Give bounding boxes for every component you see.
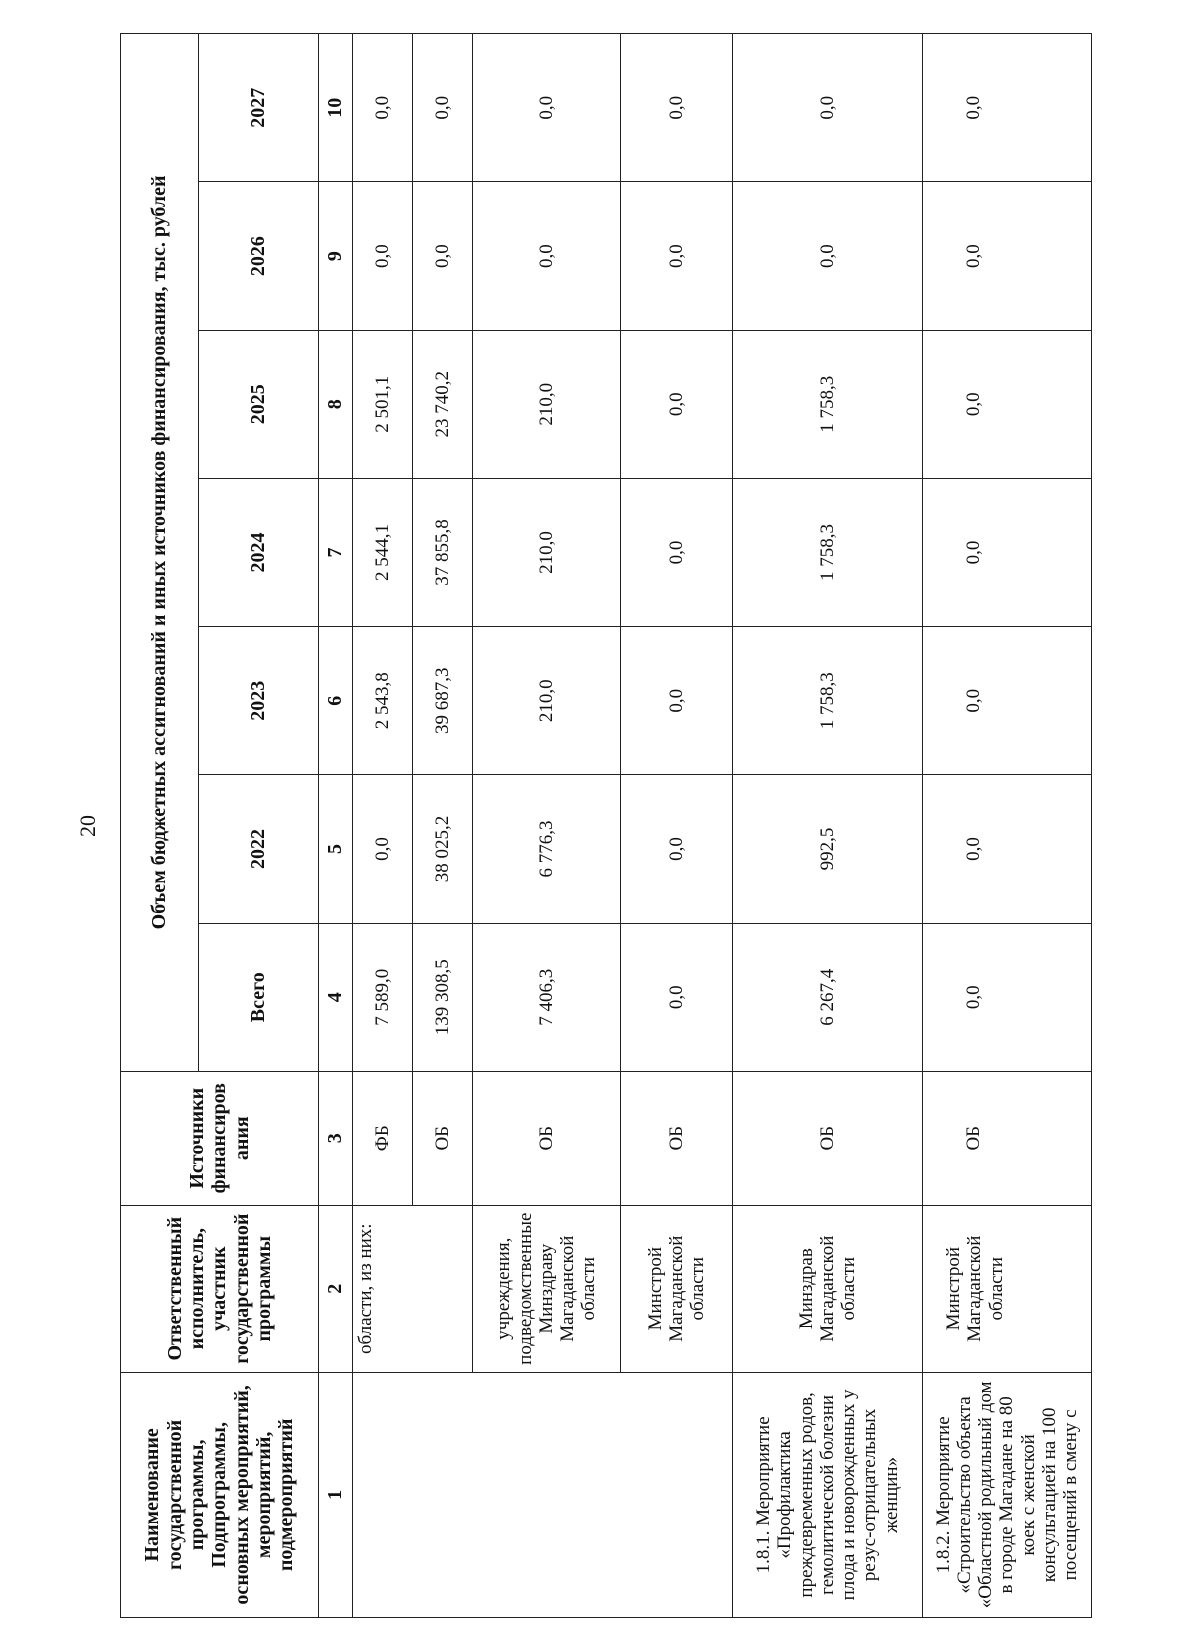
value-cell: 37 855,8 <box>413 478 473 626</box>
header-col3: Источники финансиров ания <box>121 1071 319 1205</box>
row-executor-cell: Минстрой Магаданской области <box>621 1205 733 1372</box>
header-year: Всего <box>199 923 319 1071</box>
value-cell: 0,0 <box>621 775 733 923</box>
value-cell: 139 308,5 <box>413 923 473 1071</box>
column-number-row <box>319 34 353 1618</box>
column-number: 7 <box>319 478 353 626</box>
row-executor-cell: учреждения, подведомственные Минздраву Магаданской области <box>473 1205 621 1372</box>
value-cell: 1 758,3 <box>733 627 923 775</box>
column-number: 2 <box>319 1205 353 1372</box>
row-source-cell: ФБ <box>353 1071 413 1205</box>
value-cell: 0,0 <box>923 775 1092 923</box>
table-row <box>353 34 413 1618</box>
value-cell: 992,5 <box>733 775 923 923</box>
value-cell: 0,0 <box>923 627 1092 775</box>
value-cell: 210,0 <box>473 478 621 626</box>
value-cell: 0,0 <box>733 34 923 182</box>
financing-table <box>120 33 1092 1618</box>
row-name-cell: 1.8.1. Мероприятие «Профилактика преждевременных родов, гемолитической болезни плода и новорожденных у резус-отрицательных женщин» <box>733 1372 923 1617</box>
value-cell: 210,0 <box>473 330 621 478</box>
value-cell: 7 406,3 <box>473 923 621 1071</box>
row-source-cell: ОБ <box>473 1071 621 1205</box>
value-cell: 0,0 <box>923 923 1092 1071</box>
row-executor-cell: Минстрой Магаданской области <box>923 1205 1092 1372</box>
value-cell: 0,0 <box>733 182 923 330</box>
row-executor-cell: Минздрав Магаданской области <box>733 1205 923 1372</box>
value-cell: 0,0 <box>353 775 413 923</box>
row-source-cell: ОБ <box>621 1071 733 1205</box>
value-cell: 0,0 <box>923 182 1092 330</box>
value-cell: 0,0 <box>923 330 1092 478</box>
header-col2: Ответственный исполнитель, участник государственной программы <box>121 1205 319 1372</box>
value-cell: 2 543,8 <box>353 627 413 775</box>
column-number: 4 <box>319 923 353 1071</box>
header-row-1 <box>121 34 199 1618</box>
value-cell: 1 758,3 <box>733 330 923 478</box>
header-year: 2027 <box>199 34 319 182</box>
value-cell: 0,0 <box>473 34 621 182</box>
column-number: 8 <box>319 330 353 478</box>
rotated-page <box>120 33 1092 1618</box>
value-cell: 0,0 <box>621 34 733 182</box>
row-source-cell: ОБ <box>413 1071 473 1205</box>
column-number: 9 <box>319 182 353 330</box>
value-cell: 23 740,2 <box>413 330 473 478</box>
column-number: 1 <box>319 1372 353 1617</box>
value-cell: 0,0 <box>353 182 413 330</box>
value-cell: 0,0 <box>621 182 733 330</box>
row-name-cell: 1.8.2. Мероприятие «Строительство объекта «Областной родильный дом в городе Магадане на 80 коек с женской консультацией на 100 посещений в смену с <box>923 1372 1092 1617</box>
value-cell: 210,0 <box>473 627 621 775</box>
row-source-cell: ОБ <box>733 1071 923 1205</box>
row-executor-cell: области, из них: <box>353 1205 473 1372</box>
value-cell: 2 544,1 <box>353 478 413 626</box>
table-row <box>733 34 923 1618</box>
value-cell: 0,0 <box>353 34 413 182</box>
value-cell: 38 025,2 <box>413 775 473 923</box>
value-cell: 0,0 <box>621 478 733 626</box>
value-cell: 0,0 <box>923 34 1092 182</box>
header-col1: Наименование государственной программы, Подпрограммы, основных мероприятий, мероприятий, подмероприятий <box>121 1372 319 1617</box>
column-number: 3 <box>319 1071 353 1205</box>
column-number: 6 <box>319 627 353 775</box>
value-cell: 6 776,3 <box>473 775 621 923</box>
value-cell: 0,0 <box>413 182 473 330</box>
row-name-cell <box>353 1372 733 1617</box>
column-number: 5 <box>319 775 353 923</box>
value-cell: 6 267,4 <box>733 923 923 1071</box>
value-cell: 1 758,3 <box>733 478 923 626</box>
value-cell: 0,0 <box>621 923 733 1071</box>
value-cell: 0,0 <box>473 182 621 330</box>
header-year: 2026 <box>199 182 319 330</box>
header-year: 2023 <box>199 627 319 775</box>
header-year: 2024 <box>199 478 319 626</box>
page-number: 20 <box>75 815 100 837</box>
value-cell: 0,0 <box>413 34 473 182</box>
value-cell: 39 687,3 <box>413 627 473 775</box>
value-cell: 0,0 <box>923 478 1092 626</box>
header-group: Объем бюджетных ассигнований и иных источников финансирования, тыс. рублей <box>121 34 199 1072</box>
value-cell: 0,0 <box>621 330 733 478</box>
header-year: 2022 <box>199 775 319 923</box>
header-year: 2025 <box>199 330 319 478</box>
value-cell: 2 501,1 <box>353 330 413 478</box>
column-number: 10 <box>319 34 353 182</box>
value-cell: 0,0 <box>621 627 733 775</box>
table-row <box>923 34 1092 1618</box>
row-source-cell: ОБ <box>923 1071 1092 1205</box>
value-cell: 7 589,0 <box>353 923 413 1071</box>
